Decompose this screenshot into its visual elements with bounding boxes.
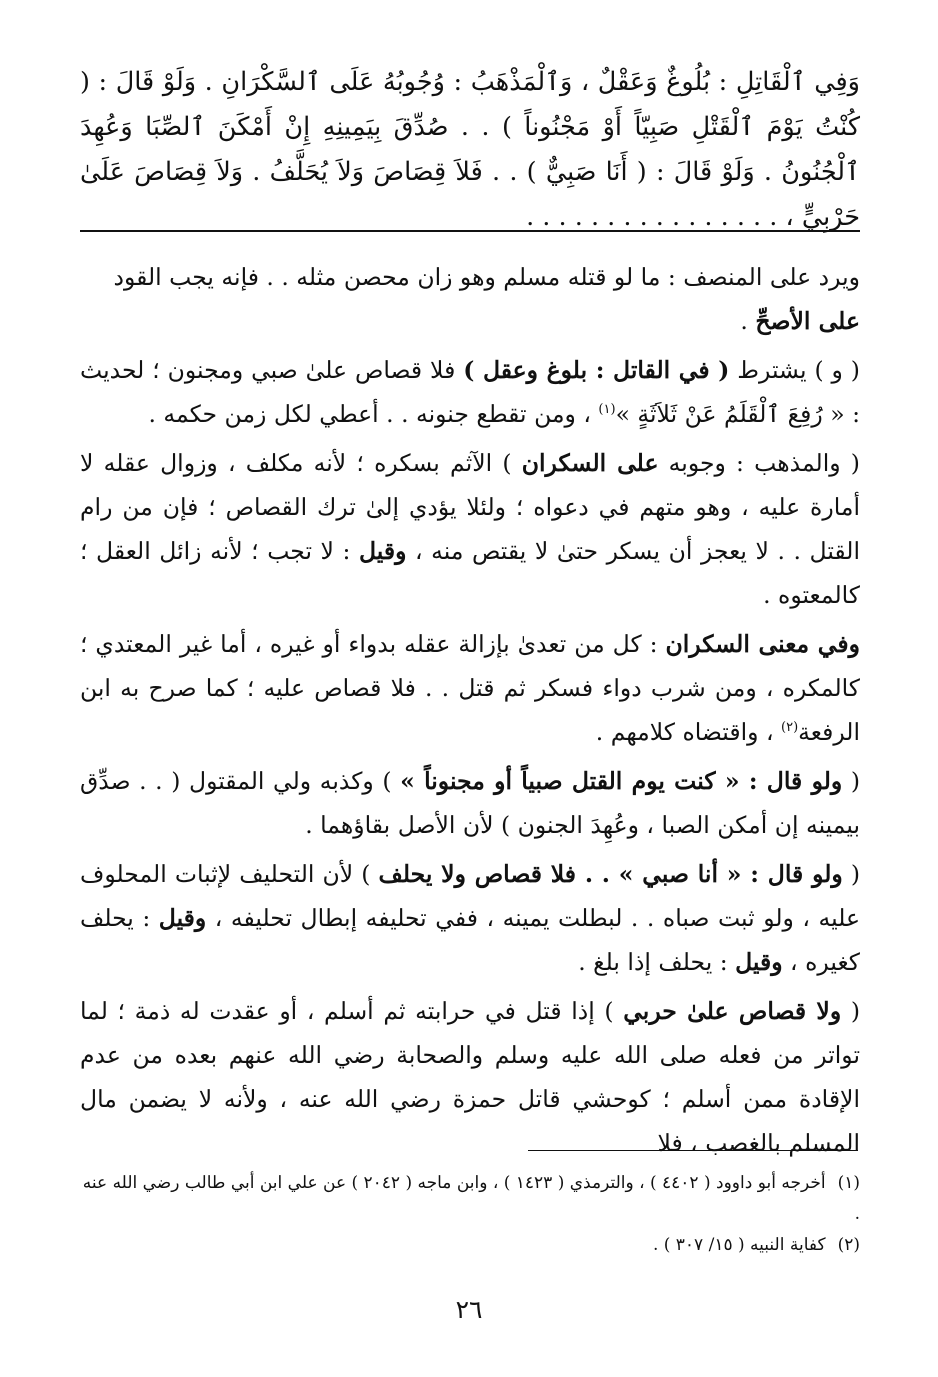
footnote-2 (80, 1230, 860, 1261)
paragraph-text: : يحلف كغيره ، (80, 904, 860, 976)
bold-phrase: وقيل (358, 537, 407, 565)
commentary-paragraph-3 (80, 441, 860, 617)
commentary-paragraph-2 (80, 348, 860, 436)
bold-phrase: ولو قال : « كنت يوم القتل صبياً أو مجنوناً » (400, 767, 843, 795)
paragraph-text: ) الآثم بسكره ؛ لأنه مكلف ، وزوال عقله لا أمارة عليه ، وهو متهم في دعواه ؛ ولئلا يؤدي إلىٰ ترك القصاص ؛ فإن من رام القتل . . لا يعجز أن يسكر حتىٰ لا يقتص منه ، (80, 449, 860, 565)
paragraph-text: . (740, 307, 756, 335)
bold-phrase: ولا قصاص علىٰ حربي (623, 997, 842, 1025)
footnote-1 (80, 1168, 860, 1230)
footnote-marker[interactable]: (٢) (781, 720, 799, 736)
paragraph-text: ، ومن تقطع جنونه . . أعطي لكل زمن حكمه . (148, 400, 599, 428)
commentary-paragraph-4 (80, 622, 860, 754)
paragraph-text: فلا قصاص علىٰ صبي ومجنون ؛ لحديث : « رُفِعَ ٱلْقَلَمُ عَنْ ثَلاَثَةٍ » (80, 356, 860, 428)
bold-phrase: وقيل (735, 948, 783, 976)
commentary-body (80, 255, 860, 1170)
footnote-number: (٢) (837, 1235, 860, 1255)
footnote-text: كفاية النبيه ( ١٥/ ٣٠٧ ) . (652, 1235, 826, 1255)
bold-phrase: وفي معنى السكران (665, 630, 860, 658)
commentary-paragraph-6 (80, 852, 860, 984)
bold-phrase: ولو قال : « أنا صبي » . . فلا قصاص ولا يحلف (378, 860, 843, 888)
bold-phrase: على الأصحِّ (755, 307, 860, 335)
paragraph-text: ) وكذبه ولي المقتول ( . . صدِّق بيمينه إن أمكن الصبا ، وعُهِدَ الجنون ) لأن الأصل بقاؤهما . (80, 767, 860, 839)
paragraph-text: ( (842, 767, 860, 795)
page-number: ٢٦ (455, 1295, 483, 1324)
footnote-separator-line (528, 1150, 858, 1151)
bold-phrase: على السكران (521, 449, 659, 477)
paragraph-text: ) إذا قتل في حرابته ثم أسلم ، أو عقدت له ذمة ؛ لما تواتر من فعله صلى الله عليه وسلم والصحابة رضي الله عنهم بعده من عدم الإقادة ممن أسلم ؛ كوحشي قاتل حمزة رضي الله عنه ، ولأنه لا يضمن مال المسلم بالغصب ، فلا (80, 997, 860, 1157)
footnote-text: أخرجه أبو داوود ( ٤٤٠٢ ) ، والترمذي ( ١٤٢٣ ) ، وابن ماجه ( ٢٠٤٢ ) عن علي ابن أبي طالب رضي الله عنه . (82, 1173, 860, 1224)
bold-phrase: ( في القاتل : بلوغ وعقل ) (463, 356, 730, 384)
matn-separator-line (80, 230, 860, 232)
paragraph-text: ( و ) يشترط (729, 356, 860, 384)
paragraph-text: : يحلف إذا بلغ . (578, 948, 736, 976)
paragraph-text: ويرد على المنصف : ما لو قتله مسلم وهو زان محصن مثله . . فإنه يجب القود (113, 263, 860, 291)
paragraph-text: ( والمذهب : وجوبه (658, 449, 860, 477)
commentary-paragraph-7 (80, 989, 860, 1165)
footnotes (80, 1168, 860, 1261)
paragraph-text: ، واقتضاه كلامهم . (595, 718, 782, 746)
commentary-paragraph-1 (80, 255, 860, 343)
paragraph-text: : كل من تعدىٰ بإزالة عقله بدواء أو غيره ، أما غير المعتدي ؛ كالمكره ، ومن شرب دواء فسكر ثم قتل . . فلا قصاص عليه ؛ كما صرح به ابن الرفعة (80, 630, 860, 746)
footnote-number: (١) (837, 1173, 860, 1193)
paragraph-text: : لا تجب ؛ لأنه زائل العقل ؛ كالمعتوه . (80, 537, 860, 609)
paragraph-text: ) لأن التحليف لإثبات المحلوف عليه ، ولو ثبت صباه . . لبطلت يمينه ، ففي تحليفه إبطال تحليفه ، (80, 860, 860, 932)
paragraph-text: ( (842, 860, 861, 888)
footnote-marker[interactable]: (١) (598, 402, 616, 418)
matn-text: وَفِي ٱلْقَاتِلِ : بُلُوغٌ وَعَقْلٌ ، وَٱلْمَذْهَبُ : وُجُوبُهُ عَلَى ٱلسَّكْرَانِ . وَلَوْ قَالَ : ( كُنْتُ يَوْمَ ٱلْقَتْلِ صَبِيّاً أَوْ مَجْنُوناً ) . . صُدِّقَ بِيَمِينِهِ إِنْ أَمْكَنَ ٱلصِّبَا وَعُهِدَ ٱلْجُنُونُ . وَلَوْ قَالَ : ( أَنَا صَبِيٌّ ) . . فَلاَ قِصَاصَ وَلاَ يُحَلَّفُ . وَلاَ قِصَاصَ عَلَىٰ حَرْبِيٍّ ، . . . . . . . . . . . . . . . . (80, 67, 860, 232)
paragraph-text: ( (841, 997, 860, 1025)
commentary-paragraph-5 (80, 759, 860, 847)
bold-phrase: وقيل (158, 904, 207, 932)
